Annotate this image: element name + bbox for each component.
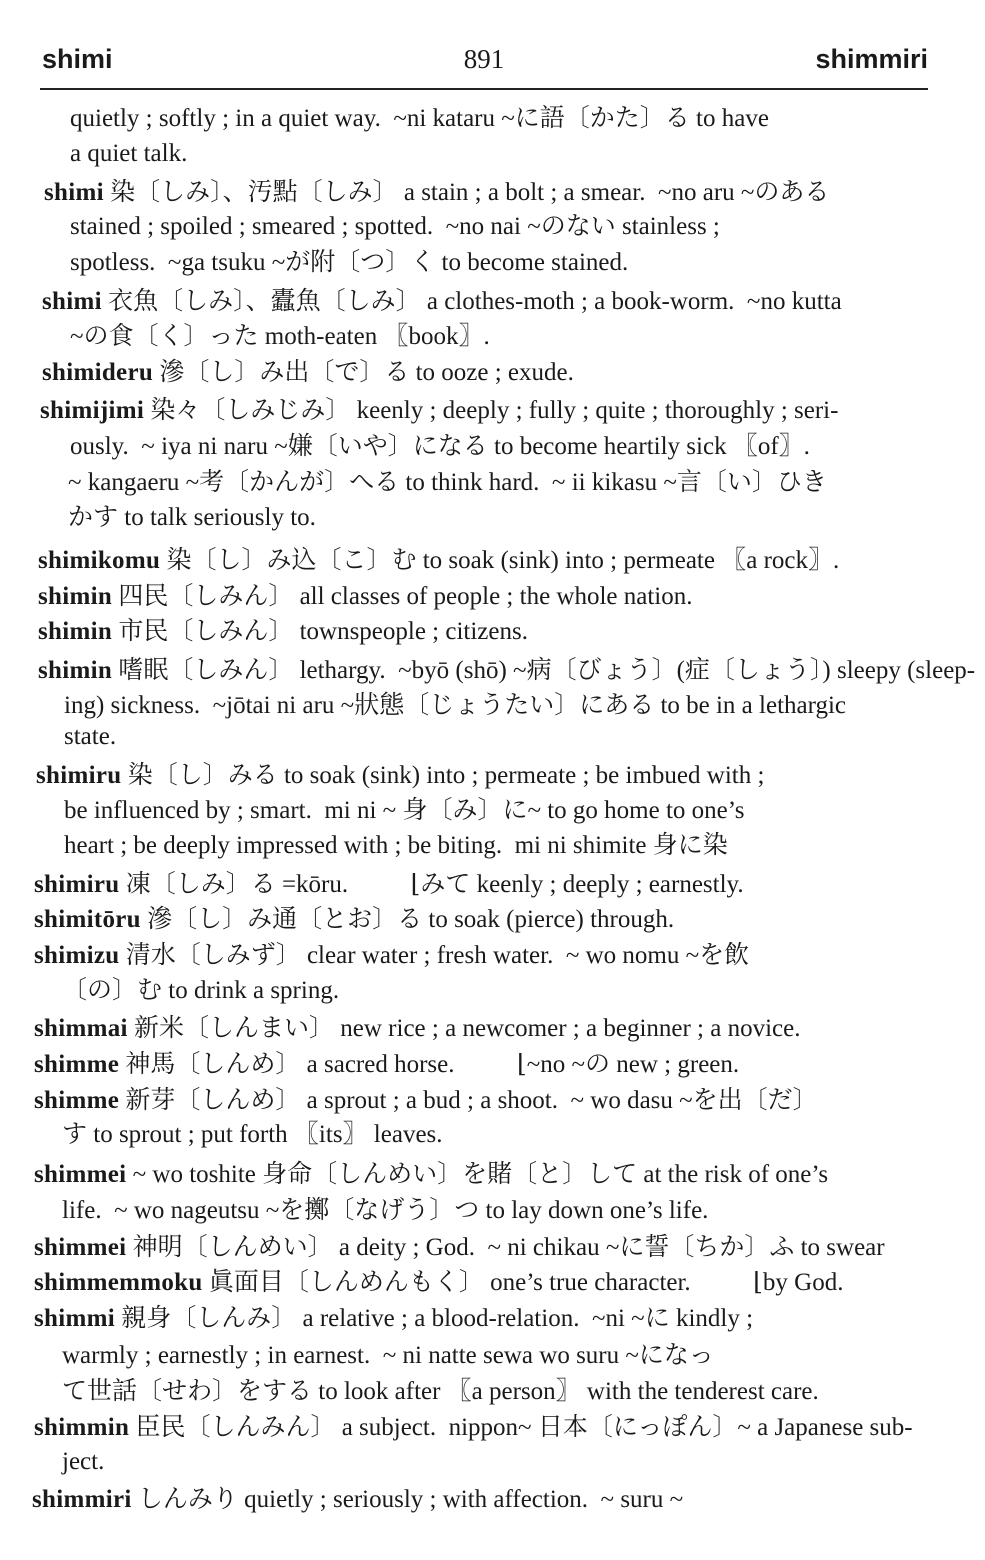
definition-text: 市民〔しみん〕 townspeople ; citizens. xyxy=(112,618,528,645)
entry-line xyxy=(0,1160,935,1190)
definition-text: ject. xyxy=(62,1448,105,1475)
headword: shimi xyxy=(42,288,102,315)
page-header xyxy=(40,38,928,90)
definition-text: life. ~ wo nageutsu ~を擲〔なげう〕つ to lay down one’s life. xyxy=(62,1197,709,1224)
definition-text: ously. ~ iya ni naru ~嫌〔いや〕になる to become heartily sick 〖of〗. xyxy=(70,433,810,460)
entry-line xyxy=(0,468,935,498)
definition-text: 滲〔し〕み通〔とお〕る to soak (pierce) through. xyxy=(140,906,675,933)
entry-line xyxy=(0,503,935,533)
headword: shimmiri xyxy=(32,1486,132,1513)
definition-text: 神馬〔しんめ〕 a sacred horse. ⌊~no ~の new ; green. xyxy=(119,1051,740,1078)
entry-line xyxy=(0,139,935,169)
headword: shimme xyxy=(34,1087,120,1114)
headword: shimmi xyxy=(34,1305,115,1332)
headword: shimiru xyxy=(34,871,120,898)
definition-text: 新米〔しんまい〕 new rice ; a newcomer ; a beginner ; a novice. xyxy=(127,1015,801,1042)
definition-text: be influenced by ; smart. mi ni ~ 身〔み〕に~ to go home to one’s xyxy=(64,797,745,824)
headword: shimi xyxy=(44,179,104,206)
definition-text: 眞面目〔しんめんもく〕 one’s true character. ⌊by God. xyxy=(202,1269,844,1296)
entry-line xyxy=(0,976,935,1006)
headword: shimitōru xyxy=(34,906,141,933)
definition-text: warmly ; earnestly ; in earnest. ~ ni natte sewa wo suru ~になっ xyxy=(62,1342,714,1369)
entry-line xyxy=(0,870,935,900)
definition-text: 清水〔しみず〕 clear water ; fresh water. ~ wo nomu ~を飲 xyxy=(119,942,750,969)
definition-text: spotless. ~ga tsuku ~が附〔つ〕く to become stained. xyxy=(70,249,629,276)
entry-line xyxy=(0,1447,935,1477)
definition-text: ~ wo toshite 身命〔しんめい〕を賭〔と〕して at the risk of one’s xyxy=(126,1161,829,1188)
entry-line xyxy=(0,831,935,861)
definition-text: state. xyxy=(64,723,117,750)
definition-text: ing) sickness. ~jōtai ni aru ~狀態〔じょうたい〕にある to be in a lethargic xyxy=(64,692,847,719)
definition-text: 滲〔し〕み出〔で〕る to ooze ; exude. xyxy=(153,359,574,386)
definition-text: 〔の〕む to drink a spring. xyxy=(62,977,340,1004)
definition-text: heart ; be deeply impressed with ; be biting. mi ni shimite 身に染 xyxy=(64,832,728,859)
entry-line xyxy=(0,358,935,388)
headword: shimizu xyxy=(34,942,120,969)
entry-line xyxy=(0,1086,935,1116)
entry-line xyxy=(0,1050,935,1080)
definition-text: stained ; spoiled ; smeared ; spotted. ~no nai ~のない stainless ; xyxy=(70,213,720,240)
entry-line xyxy=(0,722,935,752)
definition-text: ~ kangaeru ~考〔かんが〕へる to think hard. ~ ii kikasu ~言〔い〕ひき xyxy=(68,469,827,496)
entry-line xyxy=(0,546,935,576)
entry-line xyxy=(0,1120,935,1150)
entry-line xyxy=(0,905,935,935)
entry-line xyxy=(0,1485,935,1515)
header-guide-word-right: shimmiri xyxy=(815,44,928,74)
entry-line xyxy=(0,1233,935,1263)
definition-text: ~の食〔く〕った moth-eaten 〖book〗. xyxy=(70,323,490,350)
definition-text: 嗜眠〔しみん〕 lethargy. ~byō (shō) ~病〔びょう〕(症〔しょう〕) sleepy (sleep- xyxy=(112,657,976,684)
header-guide-word-left: shimi xyxy=(42,44,113,74)
entry-line xyxy=(0,396,935,426)
entry-line xyxy=(0,178,935,208)
definition-text: a quiet talk. xyxy=(70,140,188,167)
entry-line xyxy=(0,1196,935,1226)
entry-line xyxy=(0,212,935,242)
definition-text: 神明〔しんめい〕 a deity ; God. ~ ni chikau ~に誓〔ちか〕ふ to swear xyxy=(126,1234,885,1261)
entry-line xyxy=(0,322,935,352)
headword: shimmin xyxy=(34,1414,130,1441)
entry-line xyxy=(0,582,935,612)
entry-line xyxy=(0,656,976,686)
headword: shimideru xyxy=(42,359,154,386)
headword: shimin xyxy=(38,583,113,610)
entry-line xyxy=(0,1377,935,1407)
headword: shimiru xyxy=(36,762,122,789)
definition-text: 染〔しみ〕、汚點〔しみ〕 a stain ; a bolt ; a smear. ~no aru ~のある xyxy=(103,179,830,206)
page-number: 891 xyxy=(463,44,505,74)
entry-line xyxy=(0,617,935,647)
definition-text: 染〔し〕みる to soak (sink) into ; permeate ; be imbued with ; xyxy=(121,762,765,789)
entry-line xyxy=(0,691,935,721)
headword: shimmai xyxy=(34,1015,128,1042)
entry-line xyxy=(0,1268,935,1298)
definition-text: 染〔し〕み込〔こ〕む to soak (sink) into ; permeate 〖a rock〗. xyxy=(160,547,840,574)
definition-text: しんみり quietly ; seriously ; with affection. ~ suru ~ xyxy=(131,1486,684,1513)
definition-text: す to sprout ; put forth 〖its〗 leaves. xyxy=(62,1121,443,1148)
definition-text: て世話〔せわ〕をする to look after 〖a person〗 with the tenderest care. xyxy=(62,1378,819,1405)
definition-text: 衣魚〔しみ〕、蠹魚〔しみ〕 a clothes-moth ; a book-worm. ~no kutta xyxy=(101,288,842,315)
entry-line xyxy=(0,432,935,462)
headword: shimmemmoku xyxy=(34,1269,203,1296)
entry-line xyxy=(0,941,935,971)
definition-text: 親身〔しんみ〕 a relative ; a blood-relation. ~ni ~に kindly ; xyxy=(114,1305,754,1332)
headword: shimme xyxy=(34,1051,120,1078)
entry-line xyxy=(0,1304,935,1334)
entry-line xyxy=(0,761,935,791)
entry-line xyxy=(0,1413,935,1443)
definition-text: 新芽〔しんめ〕 a sprout ; a bud ; a shoot. ~ wo dasu ~を出〔だ〕 xyxy=(119,1087,818,1114)
definition-text: かす to talk seriously to. xyxy=(68,504,316,531)
entry-line xyxy=(0,1014,935,1044)
headword: shimin xyxy=(38,657,113,684)
headword: shimijimi xyxy=(40,397,145,424)
headword: shimikomu xyxy=(38,547,161,574)
entry-line xyxy=(0,104,935,134)
definition-text: 四民〔しみん〕 all classes of people ; the whole nation. xyxy=(112,583,693,610)
definition-text: quietly ; softly ; in a quiet way. ~ni kataru ~に語〔かた〕る to have xyxy=(70,105,769,132)
definition-text: 臣民〔しんみん〕 a subject. nippon~ 日本〔にっぽん〕~ a Japanese sub- xyxy=(129,1414,913,1441)
definition-text: 凍〔しみ〕る =kōru. ⌊みて keenly ; deeply ; earnestly. xyxy=(119,871,744,898)
headword: shimmei xyxy=(34,1161,127,1188)
headword: shimmei xyxy=(34,1234,127,1261)
entry-line xyxy=(0,287,935,317)
headword: shimin xyxy=(38,618,113,645)
entry-line xyxy=(0,248,935,278)
entry-line xyxy=(0,796,935,826)
entry-line xyxy=(0,1341,935,1371)
definition-text: 染々〔しみじみ〕 keenly ; deeply ; fully ; quite ; thoroughly ; seri- xyxy=(144,397,839,424)
